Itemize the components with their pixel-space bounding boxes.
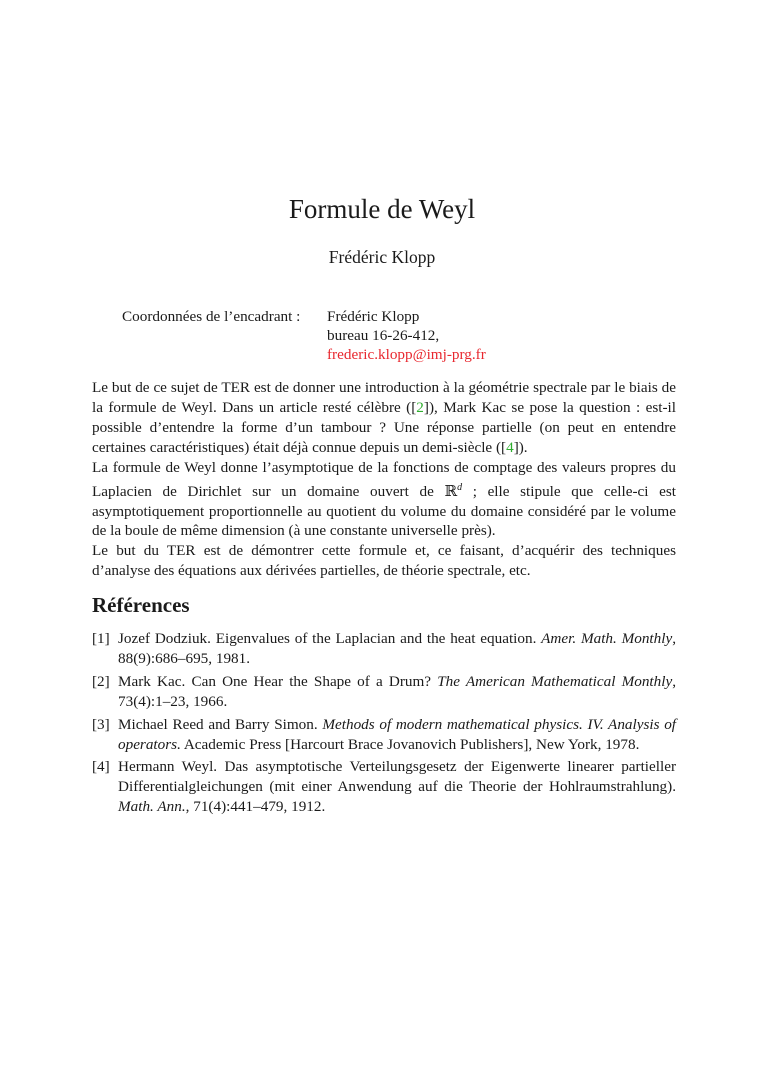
abstract-paragraph-3: Le but du TER est de démontrer cette formule et, ce faisant, d’acquérir des techniques d’analyse des équations aux dérivées partielles, de théorie spectrale, etc. xyxy=(92,542,676,580)
abstract-paragraph-1 xyxy=(92,378,676,458)
reference-item xyxy=(92,629,676,669)
reference-item xyxy=(92,715,676,755)
contact-office: bureau 16-26-412, xyxy=(327,327,440,344)
abstract-text: ]). xyxy=(513,438,528,456)
reference-item xyxy=(92,757,676,817)
references-heading: Références xyxy=(92,593,190,617)
reference-number: [4] xyxy=(92,758,110,776)
reference-venue: The American Mathematical Monthly xyxy=(437,672,673,690)
abstract-paragraph-2 xyxy=(92,458,676,542)
reference-number: [3] xyxy=(92,715,110,733)
document-title: Formule de Weyl xyxy=(288,194,476,224)
reference-title: Eigenvalues of the Laplacian and the heat equation. xyxy=(215,630,542,647)
abstract-text: La formule de Weyl donne l’asymptotique de la fonctions de comptage des valeurs propres du Laplacien de Dirichlet sur un domaine ouvert de ℝ xyxy=(92,458,676,500)
references-list xyxy=(92,629,676,820)
contact-label: Coordonnées de l’encadrant : xyxy=(122,308,301,325)
reference-title: Can One Hear the Shape of a Drum? xyxy=(191,672,438,690)
reference-details: , 88(9):686–695, 1981. xyxy=(118,630,676,667)
reference-title: Das asymptotische Verteilungsgesetz der Eigenwerte linearer partieller Differentialgleichungen (mit einer Anwendung auf die Theorie der Hohlraumstrahlung). xyxy=(118,758,676,796)
document-author: Frédéric Klopp xyxy=(328,247,436,267)
reference-authors: Jozef Dodziuk. xyxy=(118,630,216,647)
reference-authors: Hermann Weyl. xyxy=(118,758,225,776)
abstract-section xyxy=(92,378,676,581)
abstract-text: ; elle stipule que celle-ci est asymptotiquement proportionnelle au quotient du volume du domaine considéré par le volume de la boule de même dimension (à une constante universelle près). xyxy=(92,482,677,540)
reference-authors: Mark Kac. xyxy=(118,672,192,690)
abstract-text: Le but de ce sujet de TER est de donner une introduction à la géométrie spectrale par le biais de la formule de Weyl. Dans un article resté célèbre ([ xyxy=(92,379,676,416)
superscript-d: d xyxy=(457,481,463,493)
contact-values xyxy=(327,307,486,364)
reference-authors: Michael Reed and Barry Simon. xyxy=(118,715,323,733)
contact-email-link[interactable]: frederic.klopp@imj-prg.fr xyxy=(327,346,486,363)
reference-details: Academic Press [Harcourt Brace Jovanovich Publishers], New York, 1978. xyxy=(180,735,640,753)
abstract-text: ]), Mark Kac se pose la question : est-il possible d’entendre la forme d’un tambour ? Une réponse partielle (on peut en entendre certaines caractéristiques) était déjà connue depuis un demi-siècle ([ xyxy=(92,398,676,456)
contact-name: Frédéric Klopp xyxy=(327,308,420,325)
reference-details: , 73(4):1–23, 1966. xyxy=(118,672,676,710)
reference-venue: Methods of modern mathematical physics. IV. Analysis of operators. xyxy=(118,715,677,753)
reference-venue: Math. Ann. xyxy=(118,798,186,816)
reference-venue: Amer. Math. Monthly xyxy=(541,630,673,647)
reference-details: , 71(4):441–479, 1912. xyxy=(185,798,326,816)
citation-link-2[interactable]: 2 xyxy=(416,398,424,416)
reference-item xyxy=(92,672,676,712)
reference-number: [1] xyxy=(92,630,110,647)
citation-link-4[interactable]: 4 xyxy=(506,438,514,456)
reference-number: [2] xyxy=(92,672,110,690)
